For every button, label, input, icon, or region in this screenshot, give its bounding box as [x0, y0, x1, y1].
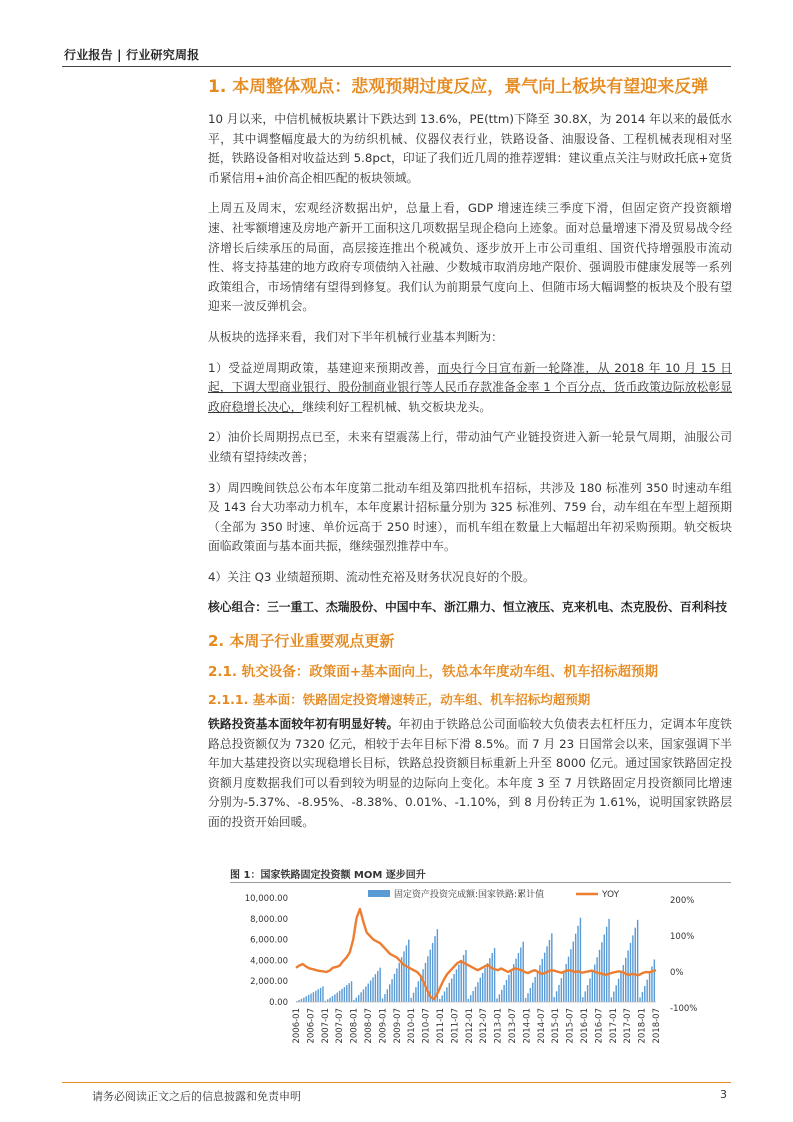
bar-series — [296, 918, 655, 1002]
y-left-tick-label: 4,000.00 — [250, 956, 288, 967]
x-tick-label: 2008-01 — [349, 1008, 360, 1044]
bar — [439, 999, 440, 1002]
bar — [389, 984, 390, 1002]
bar — [646, 980, 647, 1002]
bar — [515, 959, 516, 1002]
bar — [642, 992, 643, 1002]
bar — [487, 963, 488, 1002]
bar — [317, 989, 318, 1002]
bar — [453, 974, 454, 1002]
bar — [306, 996, 307, 1002]
bar — [639, 997, 640, 1002]
bar — [577, 926, 578, 1002]
x-tick-label: 2011-07 — [450, 1008, 461, 1044]
bar — [358, 995, 359, 1002]
bar — [337, 993, 338, 1002]
bar — [444, 991, 445, 1002]
bar — [542, 959, 543, 1002]
subsection-2-1-title: 2.1. 轨交设备：政策面+基本面向上，铁总本年度动车组、机车招标超预期 — [208, 664, 659, 681]
bar — [599, 950, 600, 1002]
bar — [539, 965, 540, 1002]
bar — [620, 972, 621, 1002]
bar — [446, 987, 447, 1002]
bar — [399, 963, 400, 1002]
item1-part-a: 1）受益逆周期政策，基建迎来预期改善， — [208, 360, 438, 375]
y-right-tick-label: 0% — [670, 968, 684, 978]
bar — [520, 947, 521, 1002]
y-left-tick-label: 8,000.00 — [250, 914, 288, 925]
bar — [570, 949, 571, 1002]
bar — [644, 986, 645, 1002]
bar — [384, 994, 385, 1002]
x-tick-label: 2007-07 — [335, 1008, 346, 1044]
judgement-item-2: 2）油价长周期拐点已至，未来有望震荡上行，带动油气产业链投资进入新一轮景气周期，油服公司业绩有望持续改善； — [208, 430, 732, 464]
bar — [611, 997, 612, 1002]
bar — [551, 933, 552, 1002]
bar — [594, 965, 595, 1002]
bar — [408, 940, 409, 1002]
subsection-2-1-1-title: 2.1.1. 基本面：铁路固定投资增速转正，动车组、机车招标均超预期 — [208, 692, 591, 708]
bar — [537, 971, 538, 1002]
bar — [339, 991, 340, 1002]
bar — [332, 996, 333, 1002]
footer-disclaimer: 请务必阅读正文之后的信息披露和免责申明 — [92, 1090, 301, 1103]
bar — [649, 973, 650, 1002]
y-left-tick-label: 0.00 — [269, 998, 288, 1008]
x-tick-label: 2017-07 — [623, 1008, 634, 1044]
bar — [494, 948, 495, 1002]
section2-body-text: 年初由于铁路总公司面临较大负债表去杠杆压力，定调本年度铁路总投资额仅为 7320 亿元，相较于去年目标下滑 8.5%。而 7 月 23 日国常会以来，国家强调下半年加大基建投资以实现稳增长目标，铁路总投资额目标重新上升至 8000 亿元。通过国家铁路固定投资额月度数据我们可以看到较为明显的边际向上变化。本年度 3 至 7 月铁路固定月投资额同比增速分别为-5.37%、-8.95%、-8.38%、0.01%、-1.10%，到 8 月份转正为 1.61%，说明国家铁路层面的投资开始回暖。 — [208, 717, 732, 830]
bar — [623, 965, 624, 1002]
figure-title: 图 1：国家铁路固定投资额 MOM 逐步回升 — [230, 870, 426, 881]
footer-divider — [62, 1082, 731, 1083]
x-tick-label: 2014-07 — [536, 1008, 547, 1044]
bar — [396, 968, 397, 1002]
bar — [394, 974, 395, 1002]
railway-investment-chart — [230, 884, 700, 1064]
section1-para2: 上周五及周末，宏观经济数据出炉，总量上看，GDP 增速连续三季度下滑，但固定资产投资额增速、社零额增速及房地产新开工面积这几项数据呈现企稳向上迹象。面对总量增速下滑及贸易战令经济增长后续承压的局面，高层接连推出个税减负、逐步放开上市公司重组、国资代持增强股市流动性、将支持基建的地方政府专项债纳入社融、少数城市取消房地产限价、强调股市健康发展等一系列政策组合，市场情绪有望得到修复。我们认为前期景气度向上、但随市场大幅调整的板块及个股有望迎来一波反弹机会。 — [208, 201, 732, 314]
item1-underlined: 而央行今日宣布新一轮降准，从 2018 年 10 月 15 日起，下调大型商业银行、股份制商业银行等人民币存款准备金率 1 个百分点，货币政策边际放松彰显政府稳增长决心， — [208, 360, 732, 414]
y-right-tick-label: 200% — [670, 896, 695, 906]
judgement-item-1 — [208, 359, 732, 418]
bar — [511, 970, 512, 1002]
bar — [518, 953, 519, 1002]
bar — [303, 998, 304, 1002]
bar — [472, 991, 473, 1002]
judgement-item-3: 3）周四晚间铁总公布本年度第二批动车组及第四批机车招标，共涉及 180 标准列 350 时速动车组及 143 台大功率动力机车，本年度累计招标量分别为 325 标准列、759 台，动车组在车型上超预期（全部为 350 时速、单价远高于 250 时速），而机车组在数量上大幅超出年初采购预期。轨交板块面临政策面与基本面共振，继续强烈推荐中车。 — [208, 480, 732, 554]
bar — [503, 985, 504, 1002]
page-number: 3 — [720, 1088, 727, 1101]
bar — [492, 953, 493, 1002]
bar — [451, 979, 452, 1002]
bar — [449, 983, 450, 1002]
bar — [532, 983, 533, 1002]
x-tick-label: 2006-07 — [306, 1008, 317, 1044]
bar — [368, 984, 369, 1002]
bar — [477, 982, 478, 1002]
y-left-tick-label: 10,000.00 — [244, 894, 288, 904]
bar — [356, 998, 357, 1002]
x-tick-label: 2010-01 — [407, 1008, 418, 1044]
bar — [525, 998, 526, 1002]
x-tick-label: 2007-01 — [320, 1008, 331, 1044]
bar — [308, 995, 309, 1002]
bar — [434, 936, 435, 1002]
bar — [506, 980, 507, 1002]
bar — [313, 992, 314, 1002]
y-left-tick-label: 6,000.00 — [250, 935, 288, 946]
x-tick-label: 2012-01 — [464, 1008, 475, 1044]
x-tick-label: 2016-01 — [580, 1008, 590, 1044]
bar — [613, 992, 614, 1002]
bar — [558, 985, 559, 1002]
bar — [370, 980, 371, 1002]
y-right-tick-label: 100% — [670, 932, 695, 942]
bar — [465, 950, 466, 1002]
bar — [601, 942, 602, 1002]
bar — [379, 968, 380, 1002]
bar — [604, 935, 605, 1002]
legend-label-bar: 固定资产投资完成额:国家铁路:累计值 — [394, 890, 545, 900]
x-tick-label: 2011-01 — [436, 1008, 446, 1044]
bar — [461, 960, 462, 1002]
bar — [625, 958, 626, 1002]
bar — [654, 959, 655, 1002]
bar — [534, 977, 535, 1002]
bar — [320, 988, 321, 1002]
bar — [630, 943, 631, 1002]
bar — [363, 989, 364, 1002]
bar — [568, 957, 569, 1002]
section1-para3: 从板块的选择来看，我们对下半年机械行业基本判断为： — [208, 329, 503, 344]
bar — [365, 987, 366, 1002]
bar — [575, 934, 576, 1002]
chart-legend — [368, 888, 620, 900]
section2-title: 2. 本周子行业重要观点更新 — [208, 632, 395, 651]
bar — [387, 989, 388, 1002]
bar — [329, 998, 330, 1002]
bar — [584, 991, 585, 1002]
bar — [418, 981, 419, 1002]
bar — [334, 994, 335, 1002]
bar — [592, 972, 593, 1002]
bar — [382, 998, 383, 1002]
x-tick-label: 2012-07 — [479, 1008, 490, 1044]
bar — [415, 987, 416, 1002]
bar — [582, 997, 583, 1002]
bar — [422, 969, 423, 1002]
x-tick-label: 2016-07 — [594, 1008, 605, 1044]
bar — [561, 978, 562, 1002]
x-tick-label: 2018-07 — [652, 1008, 662, 1044]
bar — [580, 918, 581, 1002]
section2-lead: 铁路投资基本面较年初有明显好转。 — [208, 717, 399, 732]
bar — [351, 981, 352, 1002]
bar — [627, 950, 628, 1002]
bar — [615, 985, 616, 1002]
figure-title-divider — [230, 882, 731, 883]
bar — [468, 999, 469, 1002]
x-tick-label: 2009-07 — [392, 1008, 403, 1044]
x-tick-label: 2010-07 — [421, 1008, 432, 1044]
y-axis-left — [245, 894, 288, 1008]
x-tick-label: 2014-01 — [522, 1008, 533, 1044]
legend-swatch-bar — [368, 890, 390, 897]
main-content — [208, 74, 732, 844]
bar — [480, 978, 481, 1002]
bar — [530, 988, 531, 1002]
bar — [635, 928, 636, 1002]
bar — [556, 991, 557, 1002]
bar — [606, 927, 607, 1002]
bar — [589, 978, 590, 1002]
bar — [372, 977, 373, 1002]
item1-part-c: 继续利好工程机械、轨交板块龙头。 — [302, 399, 492, 414]
bar — [458, 965, 459, 1002]
judgement-item-4: 4）关注 Q3 业绩超预期、流动性充裕及财务状况良好的个股。 — [208, 569, 535, 584]
bar — [348, 983, 349, 1002]
bar — [322, 986, 323, 1002]
bar — [482, 973, 483, 1002]
bar — [475, 987, 476, 1002]
header-divider — [62, 66, 731, 67]
bar — [553, 997, 554, 1002]
x-tick-label: 2017-01 — [608, 1008, 619, 1044]
bar — [413, 993, 414, 1002]
section1-title: 1. 本周整体观点：悲观预期过度反应，景气向上板块有望迎来反弹 — [208, 77, 709, 97]
bar — [637, 920, 638, 1002]
bar — [470, 995, 471, 1002]
bar — [410, 998, 411, 1002]
section2-body — [208, 715, 732, 833]
bar — [432, 943, 433, 1002]
x-tick-label: 2008-07 — [364, 1008, 374, 1044]
bar — [315, 991, 316, 1002]
x-tick-label: 2013-07 — [508, 1008, 518, 1044]
bar — [596, 957, 597, 1002]
x-axis-ticks — [292, 1008, 662, 1044]
bar — [632, 935, 633, 1002]
bar — [341, 989, 342, 1002]
bar — [496, 999, 497, 1002]
bar — [301, 999, 302, 1002]
bar — [546, 946, 547, 1002]
bar — [563, 971, 564, 1002]
bar — [344, 987, 345, 1002]
core-portfolio: 核心组合：三一重工、杰瑞股份、中国中车、浙江鼎力、恒立液压、克来机电、杰克股份、百利科技 — [208, 600, 728, 615]
bar — [360, 992, 361, 1002]
bar — [587, 985, 588, 1002]
section1-para1: 10 月以来，中信机械板块累计下跌达到 13.6%，PE(ttm)下降至 30.8X，为 2014 年以来的最低水平，其中调整幅度最大的为纺织机械、仪器仪表行业，铁路设备、油服设备、工程机械表现相对坚挺，铁路设备相对收益达到 5.8pct，印证了我们近几周的推荐逻辑：建议重点关注与财政托底+宽货币紧信用+油价高企相匹配的板块领域。 — [208, 112, 732, 185]
bar — [608, 919, 609, 1002]
bar — [310, 994, 311, 1002]
bar — [499, 994, 500, 1002]
x-tick-label: 2015-07 — [565, 1008, 576, 1044]
bar — [346, 985, 347, 1002]
y-axis-right — [670, 896, 697, 1014]
bar — [527, 993, 528, 1002]
x-tick-label: 2009-01 — [378, 1008, 389, 1044]
x-tick-label: 2006-01 — [292, 1008, 302, 1044]
bar — [391, 979, 392, 1002]
bar — [375, 974, 376, 1002]
x-tick-label: 2018-01 — [637, 1008, 648, 1044]
bar — [456, 969, 457, 1002]
legend-label-line: YOY — [602, 890, 620, 900]
bar — [403, 951, 404, 1002]
bar — [377, 971, 378, 1002]
y-right-tick-label: -100% — [670, 1004, 698, 1014]
x-tick-label: 2013-01 — [493, 1008, 504, 1044]
bar — [508, 975, 509, 1002]
x-tick-label: 2015-01 — [551, 1008, 562, 1044]
report-header: 行业报告 | 行业研究周报 — [64, 48, 200, 62]
bar — [501, 990, 502, 1002]
bar — [441, 995, 442, 1002]
bar — [618, 979, 619, 1002]
bar — [544, 953, 545, 1002]
bar — [484, 968, 485, 1002]
y-left-tick-label: 2,000.00 — [250, 977, 288, 988]
bar — [406, 946, 407, 1002]
